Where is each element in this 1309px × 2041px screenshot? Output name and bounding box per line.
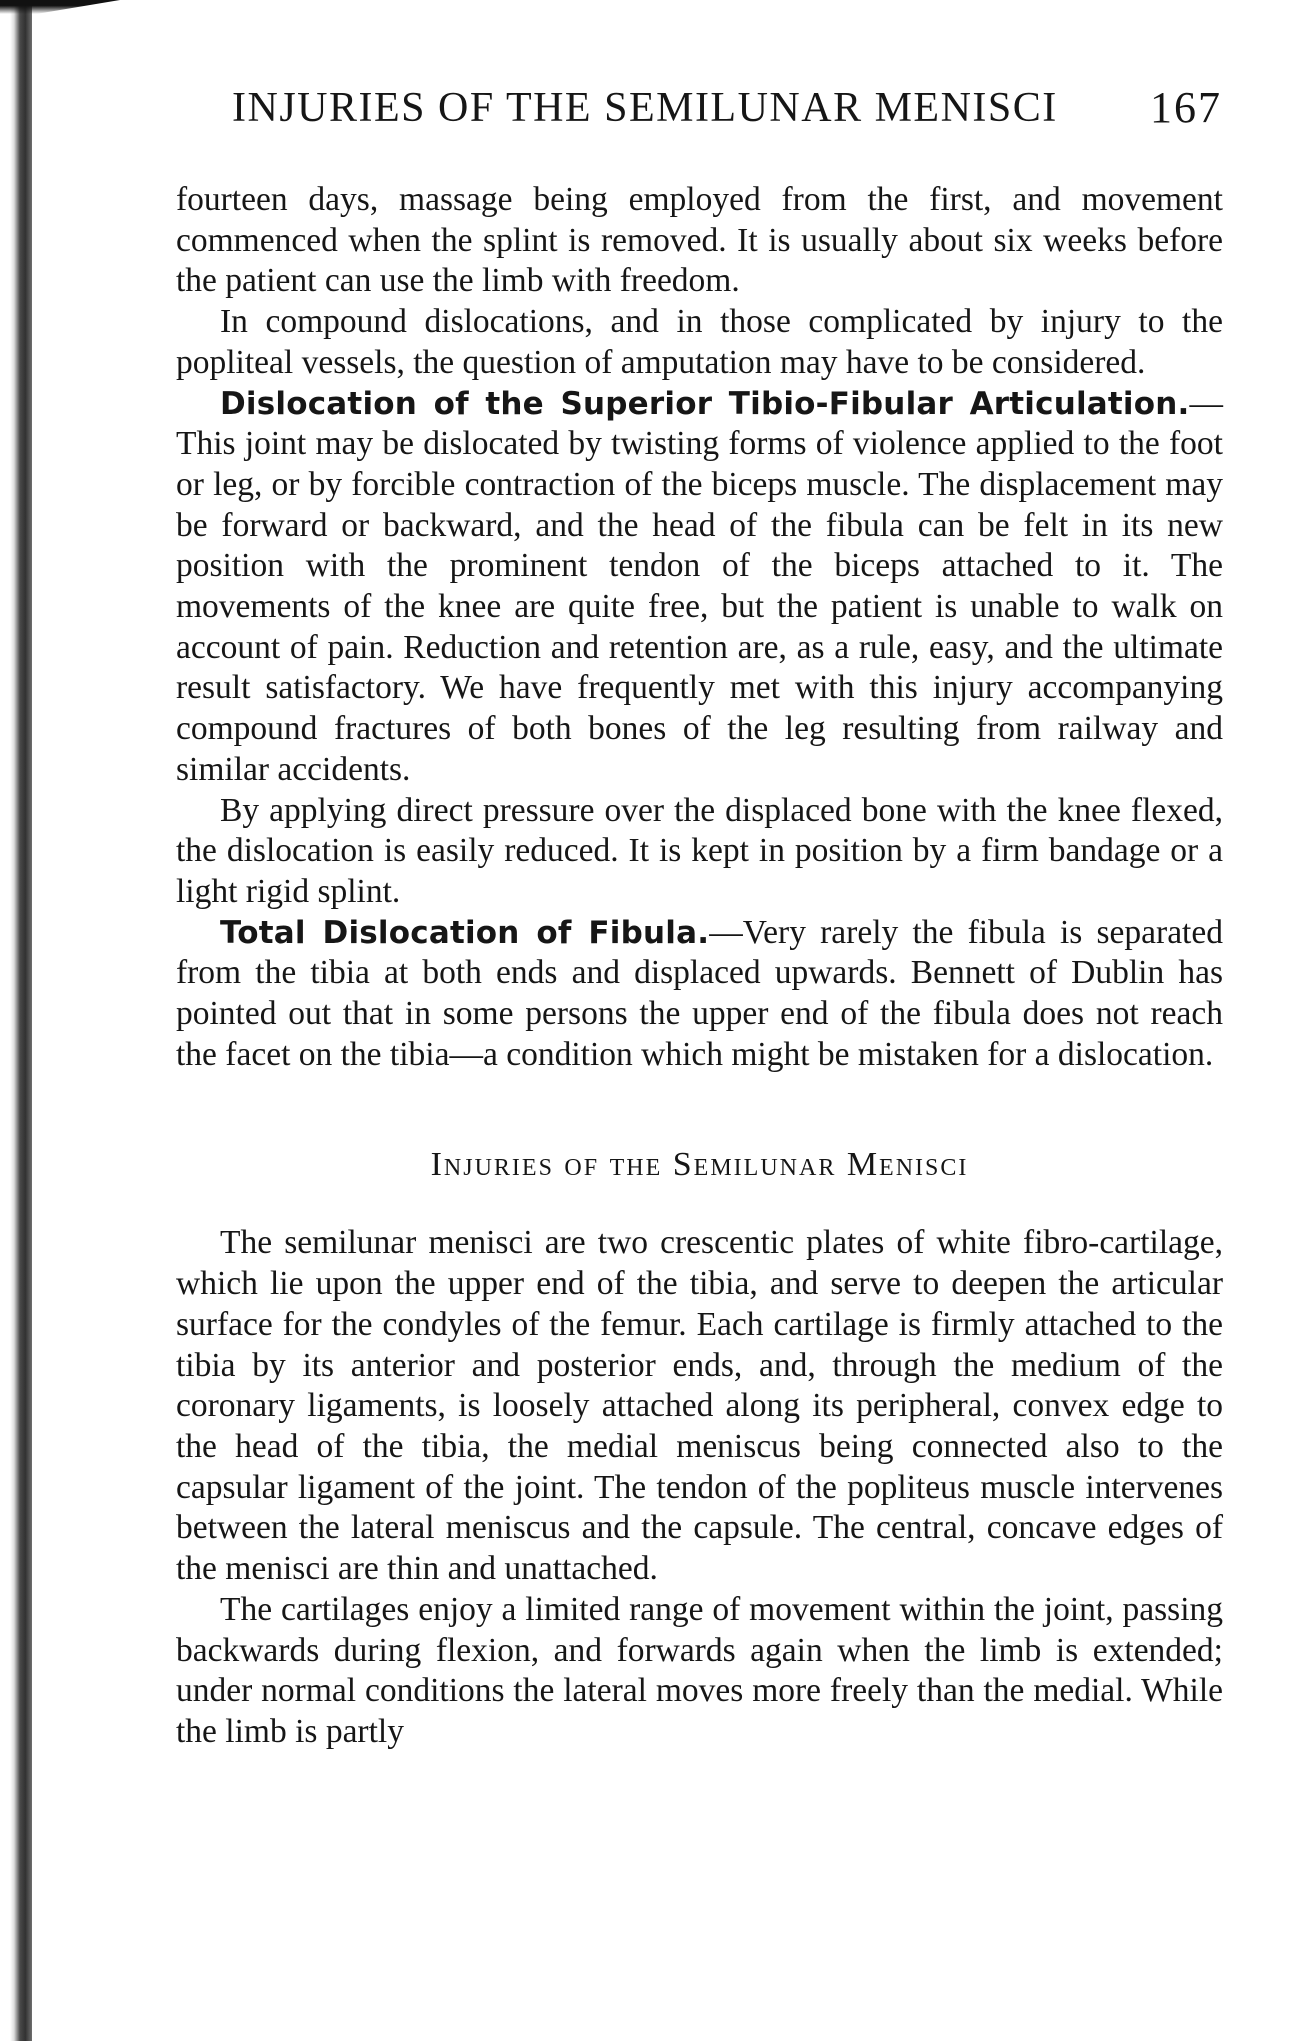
- binding-edge-top: [0, 0, 120, 14]
- run-in-heading: Dislocation of the Superior Tibio-Fibular Articulation.: [220, 385, 1190, 422]
- page-number: 167: [1150, 83, 1222, 132]
- paragraph-compound-dislocations: [176, 302, 1223, 383]
- run-in-heading: Total Dislocation of Fibula.: [220, 914, 710, 951]
- paragraph-text: The cartilages enjoy a limited range of movement within the joint, passing backwards during flexion, and forwards again when the limb is extended; under normal conditions the lateral moves more freely than the medial. While the limb is partly: [176, 1590, 1223, 1750]
- section-title: Injuries of the Semilunar Menisci: [430, 1146, 969, 1184]
- paragraph-total-dislocation: [176, 913, 1223, 1076]
- paragraph-text: In compound dislocations, and in those complicated by injury to the popliteal vessels, the question of amputation may have to be considered.: [176, 303, 1223, 381]
- paragraph-text: —Very rarely the fibula is separated from the tibia at both ends and displaced upwards. Bennett of Dublin has pointed out that in some persons the upper end of the fibula does not reach the facet on the tibia—a condition which might be mistaken for a dislocation.: [176, 913, 1223, 1073]
- paragraph-reduction: [176, 791, 1223, 913]
- running-head: INJURIES OF THE SEMILUNAR MENISCI: [232, 85, 1058, 131]
- binding-edge: [10, 0, 32, 2041]
- paragraph-continuation: [176, 180, 1223, 302]
- paragraph-tibio-fibular: [176, 384, 1223, 791]
- paragraph-text: —This joint may be dislocated by twisting forms of violence applied to the foot or leg, or by forcible contraction of the biceps muscle. The displacement may be forward or backward, and the head of the fibula can be felt in its new position with the prominent tendon of the biceps attached to it. The movements of the knee are quite free, but the patient is unable to walk on account of pain. Reduction and retention are, as a rule, easy, and the ultimate result satisfactory. We have frequently met with this injury accompanying compound fractures of both bones of the leg resulting from railway and similar accidents.: [176, 384, 1223, 788]
- paragraph-menisci-anatomy: [176, 1223, 1223, 1589]
- paragraph-cartilage-movement: [176, 1590, 1223, 1753]
- paragraph-text: fourteen days, massage being employed from the first, and movement commenced when the splint is removed. It is usually about six weeks before the patient can use the limb with freedom.: [176, 181, 1223, 300]
- paragraph-text: The semilunar menisci are two crescentic plates of white fibro-cartilage, which lie upon the upper end of the tibia, and serve to deepen the articular surface for the condyles of the femur. Each cartilage is firmly attached to the tibia by its anterior and posterior ends, and, through the medium of the coronary ligaments, is loosely attached along its peripheral, convex edge to the head of the tibia, the medial meniscus being connected also to the capsular ligament of the joint. The tendon of the popliteus muscle intervenes between the lateral meniscus and the capsule. The central, concave edges of the menisci are thin and unattached.: [176, 1224, 1223, 1588]
- body-text: [176, 180, 1223, 1753]
- paragraph-text: By applying direct pressure over the displaced bone with the knee flexed, the dislocation is easily reduced. It is kept in position by a firm bandage or a light rigid splint.: [176, 791, 1223, 910]
- page-header: [232, 78, 1222, 138]
